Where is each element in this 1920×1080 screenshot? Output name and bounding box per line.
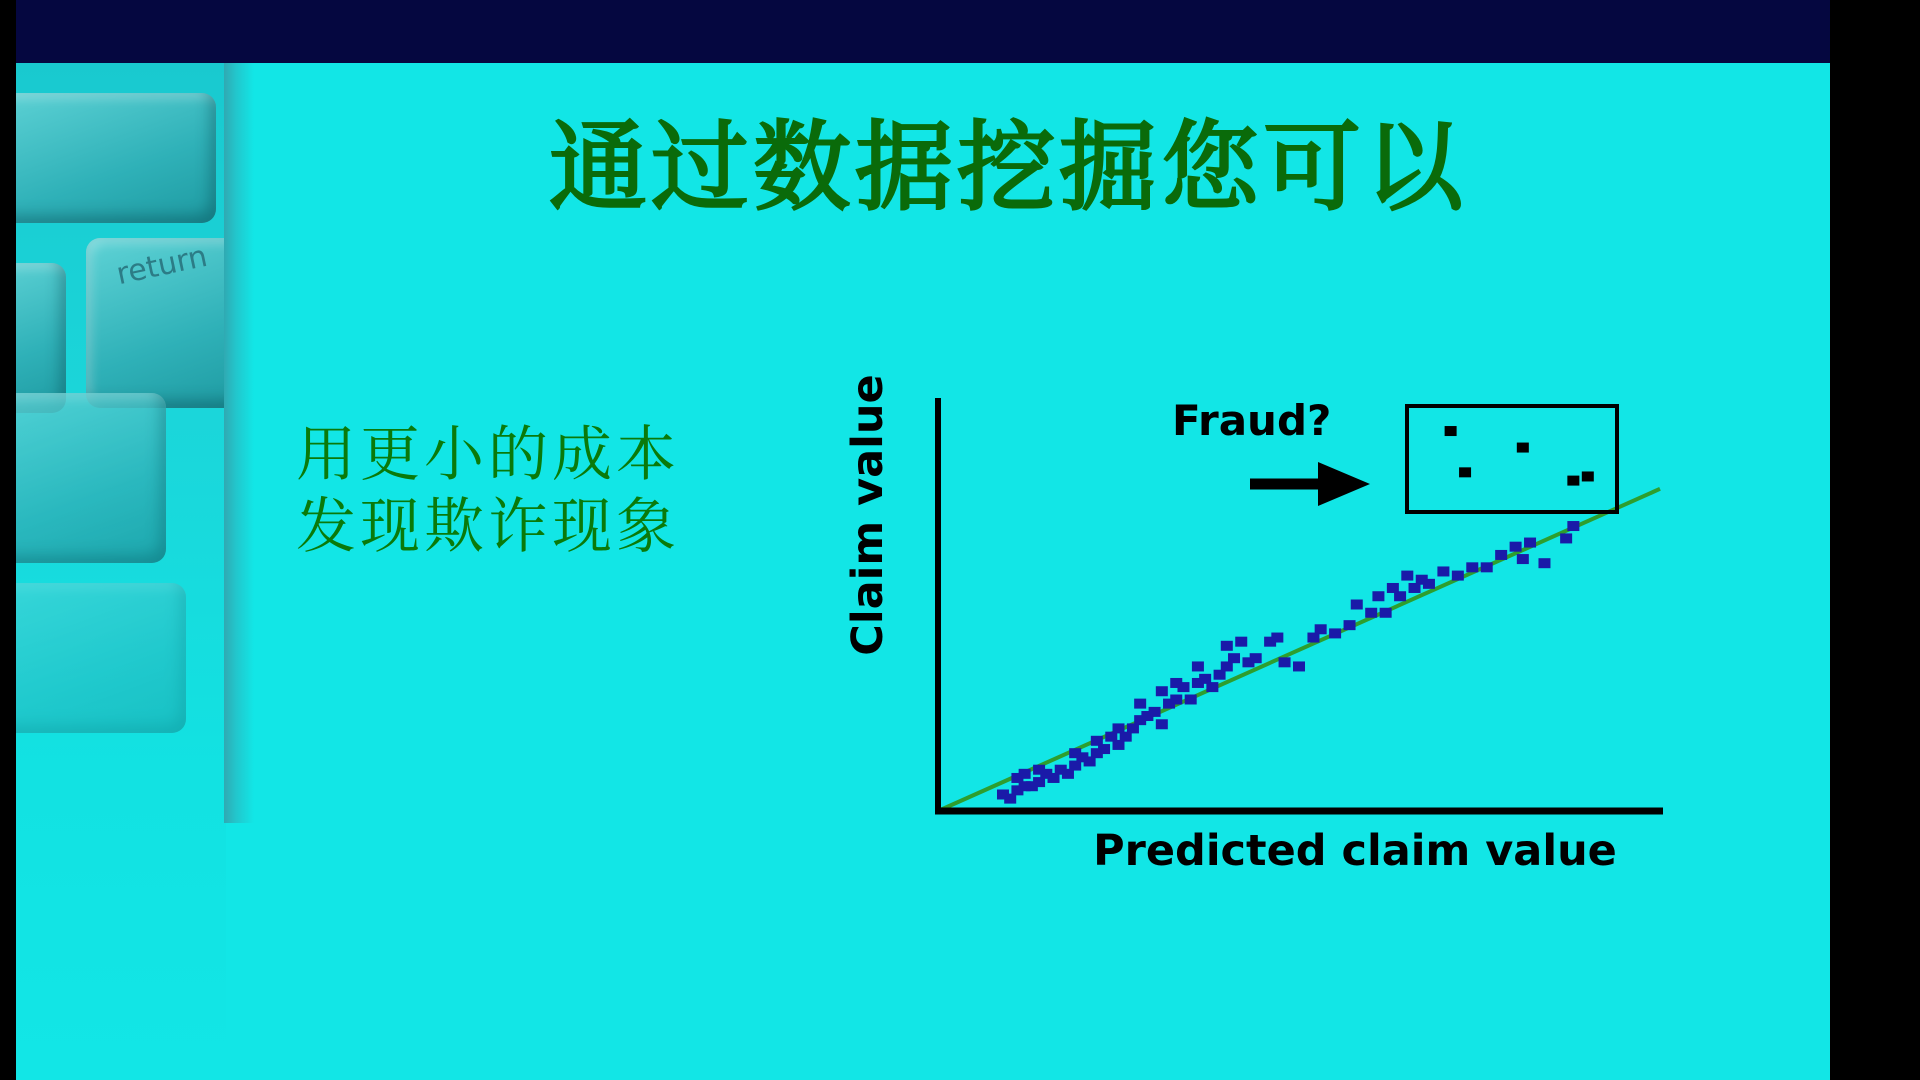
arrow-right-icon — [1250, 462, 1370, 506]
slide-title: 通过数据挖掘您可以 — [548, 111, 1467, 225]
key-label-return: return — [113, 238, 211, 293]
data-point — [1235, 637, 1247, 647]
data-point — [1206, 682, 1218, 692]
data-point — [1156, 686, 1168, 696]
data-point — [1221, 641, 1233, 651]
data-point — [1524, 538, 1536, 548]
y-axis-label: Claim value — [843, 374, 893, 656]
data-point — [1228, 653, 1240, 663]
data-point — [1538, 558, 1550, 568]
data-point — [1466, 562, 1478, 572]
data-point — [1315, 624, 1327, 634]
data-point — [1560, 533, 1572, 543]
data-point — [1495, 550, 1507, 560]
fraud-data-point — [1517, 443, 1529, 453]
data-point — [1069, 748, 1081, 758]
data-point — [1380, 608, 1392, 618]
data-point — [1387, 583, 1399, 593]
fraud-highlight-box — [1407, 406, 1617, 512]
data-point — [1170, 678, 1182, 688]
data-point — [1344, 620, 1356, 630]
data-point — [1372, 591, 1384, 601]
data-point — [1156, 719, 1168, 729]
data-point — [1192, 661, 1204, 671]
data-point — [1293, 661, 1305, 671]
data-point — [1567, 521, 1579, 531]
fraud-data-point — [1567, 476, 1579, 486]
fraud-annotation: Fraud? — [1172, 396, 1332, 445]
body-line-1: 用更小的成本 — [296, 420, 680, 490]
fit-line — [938, 489, 1660, 811]
data-point — [1510, 542, 1522, 552]
data-point — [1279, 657, 1291, 667]
data-point — [1134, 699, 1146, 709]
body-line-2: 发现欺诈现象 — [296, 492, 680, 562]
data-point — [1437, 566, 1449, 576]
data-point — [1423, 579, 1435, 589]
fraud-data-point — [1445, 426, 1457, 436]
data-point — [1452, 571, 1464, 581]
data-point — [1019, 769, 1031, 779]
data-point — [1033, 765, 1045, 775]
data-point — [997, 789, 1009, 799]
data-point — [1185, 694, 1197, 704]
data-point — [1271, 633, 1283, 643]
data-point — [1481, 562, 1493, 572]
data-point — [1149, 707, 1161, 717]
data-point — [1091, 736, 1103, 746]
data-point — [1250, 653, 1262, 663]
data-point — [1365, 608, 1377, 618]
data-point — [1351, 600, 1363, 610]
data-point — [1329, 628, 1341, 638]
x-axis-label: Predicted claim value — [1093, 826, 1617, 876]
data-point — [1170, 694, 1182, 704]
data-point — [1401, 571, 1413, 581]
fraud-data-point — [1582, 471, 1594, 481]
data-point — [1517, 554, 1529, 564]
fraud-data-point — [1459, 467, 1471, 477]
data-point — [1113, 723, 1125, 733]
